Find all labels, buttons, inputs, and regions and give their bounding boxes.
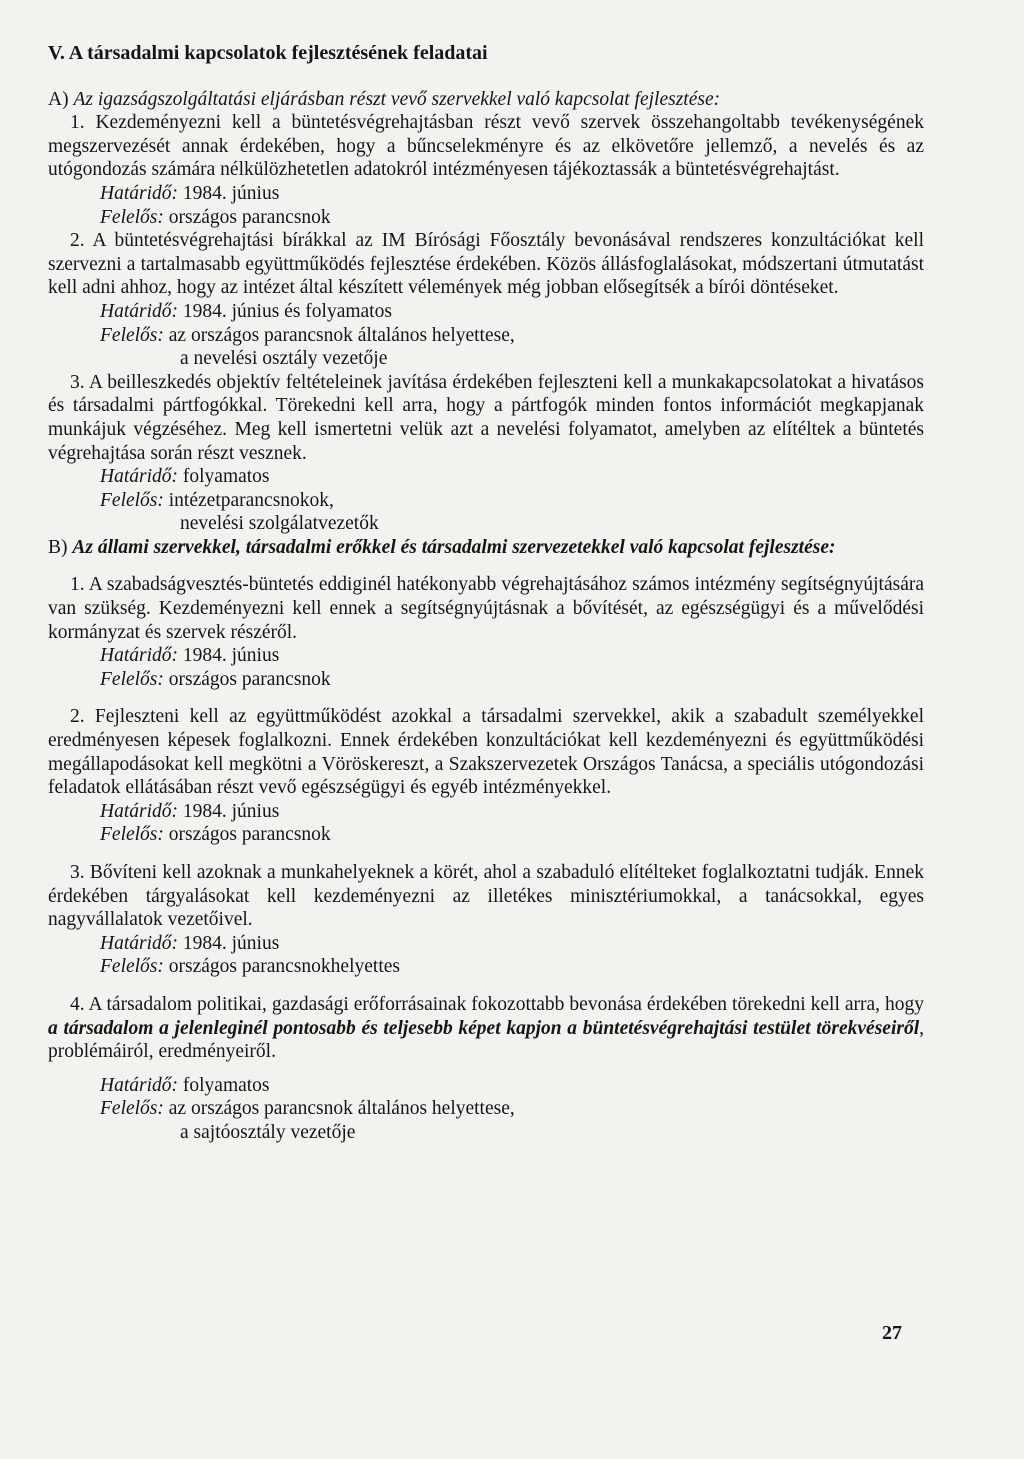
page-number: 27: [882, 1322, 902, 1344]
responsible-label: Felelős:: [100, 668, 164, 690]
section-b-item-2-meta: [48, 800, 924, 847]
deadline-label: Határidő:: [100, 300, 178, 322]
responsible-value-cont: a sajtóosztály vezetője: [180, 1121, 356, 1143]
page-body: [48, 42, 924, 1145]
deadline-label: Határidő:: [100, 466, 178, 488]
section-b-item-3-meta: [48, 932, 924, 979]
section-b-title: [48, 536, 924, 560]
responsible-label: Felelős:: [100, 489, 164, 511]
responsible-value: országos parancsnok: [168, 824, 331, 846]
deadline-value: folyamatos: [182, 466, 270, 488]
responsible-value: intézetparancsnokok,: [168, 489, 334, 511]
responsible-value-cont: a nevelési osztály vezetője: [180, 348, 388, 370]
section-b-item-2: 2. Fejleszteni kell az együttműködést azokkal a társadalmi szervekkel, akik a szabadult személyekkel eredményesen képesek foglalkozni. Ennek érdekében konzultációkat kell kezdeményezni és együttműködési megállapodásokat kell megkötni a Vöröskereszt, a Szakszervezetek Országos Tanácsa, a speciális utógondozási feladatok ellátásában részt vevő egészségügyi és egyéb intézményekkel.: [48, 706, 924, 799]
deadline-label: Határidő:: [100, 932, 178, 954]
deadline-value: 1984. június: [182, 932, 280, 954]
section-a-item-1: 1. Kezdeményezni kell a büntetésvégrehajtásban részt vevő szervek összehangoltabb tevékenységének megszervezését annak érdekében, hogy a bűncselekményre és az elkövetőre jellemző, a nevelés és az utógondozás számára nélkülözhetetlen adatokról intézményesen tájékoztassák a büntetésvégrehajtást.: [48, 112, 924, 181]
section-a-item-3: 3. A beilleszkedés objektív feltételeinek javítása érdekében fejleszteni kell a munkakapcsolatokat a hivatásos és társadalmi pártfogókkal. Törekedni kell arra, hogy a pártfogók minden fontos információt megkapjanak munkájuk végzéséhez. Meg kell ismertetni velük azt a nevelési folyamatot, amelyben az elítéltek a büntetés végrehajtása során részt vesznek.: [48, 371, 924, 464]
responsible-value-cont: nevelési szolgálatvezetők: [180, 513, 379, 535]
section-a-item-3-meta: [48, 465, 924, 536]
section-b-item-4: [48, 993, 924, 1064]
section-a-letter: A): [48, 88, 69, 110]
responsible-label: Felelős:: [100, 824, 164, 846]
section-b-title-text: Az állami szervekkel, társadalmi erőkkel és társadalmi szervezetekkel való kapcsolat fejlesztése:: [72, 536, 836, 558]
section-b-item-1: 1. A szabadságvesztés-büntetés eddiginél hatékonyabb végrehajtásához számos intézmény segítségnyújtására van szükség. Kezdeményezni kell ennek a segítségnyújtásnak a bővítését, az egészségügyi és a művelődési kormányzat és szervek részéről.: [48, 574, 924, 643]
responsible-label: Felelős:: [100, 206, 164, 228]
section-a-title-text: Az igazságszolgáltatási eljárásban részt vevő szervekkel való kapcsolat fejlesztése:: [73, 88, 721, 110]
section-a-item-1-meta: [48, 182, 924, 229]
responsible-value: az országos parancsnok általános helyettese,: [168, 324, 515, 346]
section-b-item-4-meta: [48, 1074, 924, 1145]
deadline-label: Határidő:: [100, 800, 178, 822]
item-text-emphasis: a társadalom a jelenleginél pontosabb és teljesebb képet kapjon a büntetésvégrehajtási testület törekvéseiről: [48, 1017, 920, 1039]
section-b-item-1-meta: [48, 644, 924, 691]
deadline-value: folyamatos: [182, 1074, 270, 1096]
responsible-value: országos parancsnok: [168, 206, 331, 228]
deadline-value: 1984. június: [182, 645, 280, 667]
deadline-label: Határidő:: [100, 1074, 178, 1096]
responsible-label: Felelős:: [100, 324, 164, 346]
chapter-heading: V. A társadalmi kapcsolatok fejlesztésének feladatai: [48, 42, 488, 64]
deadline-value: 1984. június: [182, 182, 280, 204]
section-a-title: [48, 88, 924, 112]
section-b-item-3: 3. Bővíteni kell azoknak a munkahelyeknek a körét, ahol a szabaduló elítélteket foglalkoztatni tudják. Ennek érdekében tárgyalásokat kell kezdeményezni az illetékes minisztériumokkal, a tanácsokkal, egyes nagyvállalatok vezetőivel.: [48, 862, 924, 931]
deadline-label: Határidő:: [100, 645, 178, 667]
responsible-value: országos parancsnokhelyettes: [168, 956, 400, 978]
section-a-item-2-meta: [48, 300, 924, 371]
item-text: 4. A társadalom politikai, gazdasági erőforrásainak fokozottabb bevonása érdekében törekedni kell arra, hogy: [70, 993, 924, 1015]
responsible-label: Felelős:: [100, 1098, 164, 1120]
responsible-value: országos parancsnok: [168, 668, 331, 690]
section-a-item-2: 2. A büntetésvégrehajtási bírákkal az IM Bírósági Főosztály bevonásával rendszeres konzultációkat kell szervezni a tartalmasabb együttműködés fejlesztése érdekében. Közös állásfoglalásokat, módszertani útmutatást kell adni ahhoz, hogy az intézet által készített vélemények még jobban elősegítsék a bírói döntéseket.: [48, 230, 924, 299]
deadline-label: Határidő:: [100, 182, 178, 204]
deadline-value: 1984. június: [182, 800, 280, 822]
section-b-letter: B): [48, 536, 68, 558]
responsible-value: az országos parancsnok általános helyettese,: [168, 1098, 515, 1120]
item-text-end: , problémáiról, eredményeiről.: [48, 1017, 924, 1063]
deadline-value: 1984. június és folyamatos: [182, 300, 392, 322]
responsible-label: Felelős:: [100, 956, 164, 978]
